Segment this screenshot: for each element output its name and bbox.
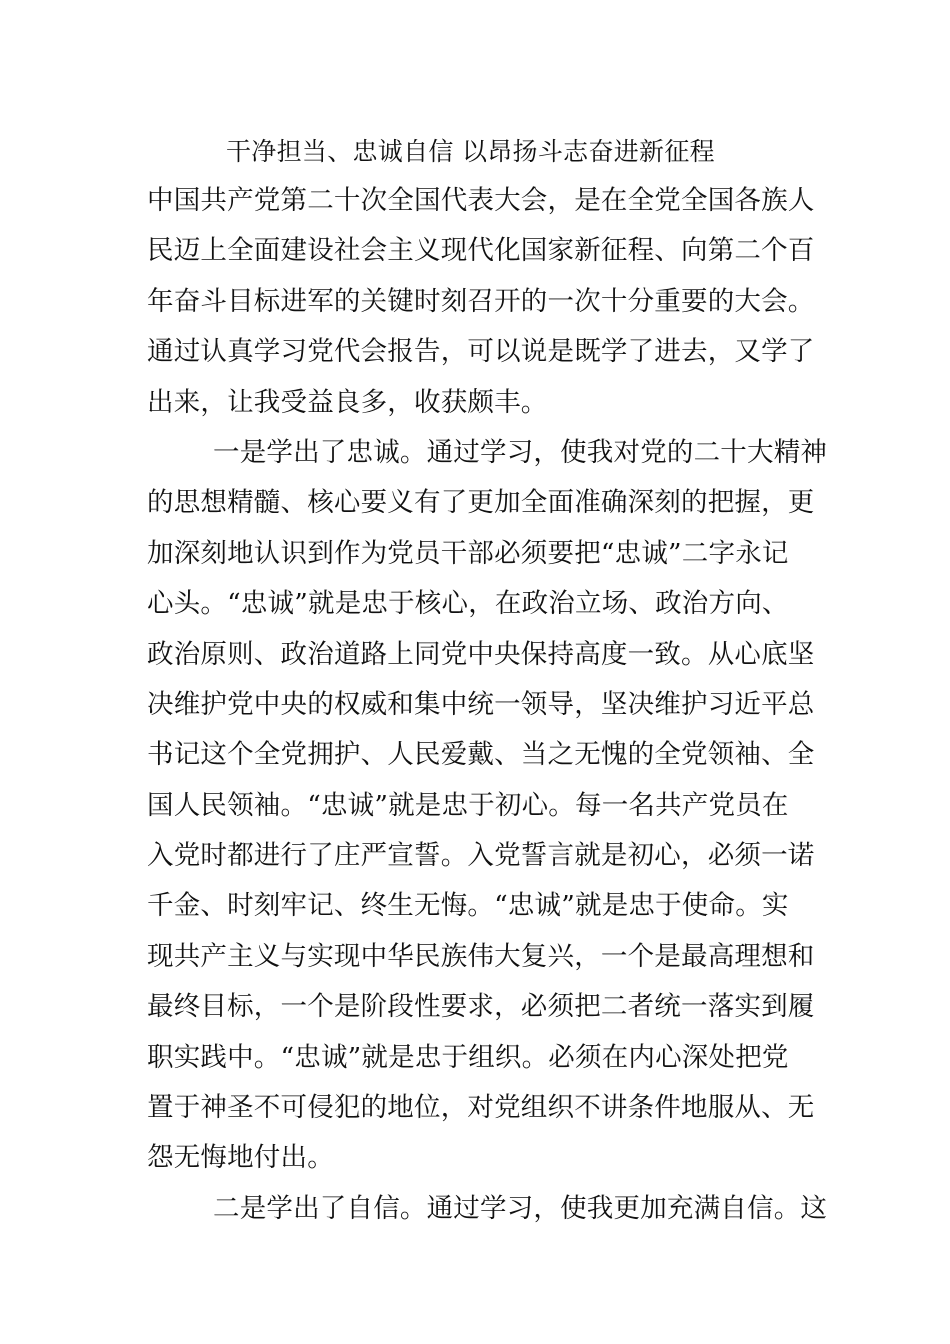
text-line: 民迈上全面建设社会主义现代化国家新征程、向第二个百 <box>147 235 815 267</box>
text-line: 国人民领袖。“忠诚”就是忠于初心。每一名共产党员在 <box>147 789 789 821</box>
text-line: 一是学出了忠诚。通过学习，使我对党的二十大精神 <box>213 436 828 468</box>
text-line: 入党时都进行了庄严宣誓。入党誓言就是初心，必须一诺 <box>147 840 815 872</box>
text-line: 二是学出了自信。通过学习，使我更加充满自信。这 <box>213 1192 828 1224</box>
text-line: 职实践中。“忠诚”就是忠于组织。必须在内心深处把党 <box>147 1041 789 1073</box>
document-body <box>147 185 827 1243</box>
text-line: 现共产主义与实现中华民族伟大复兴，一个是最高理想和 <box>147 940 815 972</box>
text-line: 通过认真学习党代会报告，可以说是既学了进去，又学了 <box>147 336 815 368</box>
text-line: 置于神圣不可侵犯的地位，对党组织不讲条件地服从、无 <box>147 1092 815 1124</box>
text-line: 年奋斗目标进军的关键时刻召开的一次十分重要的大会。 <box>147 285 815 317</box>
text-line: 政治原则、政治道路上同党中央保持高度一致。从心底坚 <box>147 638 815 670</box>
text-line: 心头。“忠诚”就是忠于核心，在政治立场、政治方向、 <box>147 588 789 620</box>
text-line: 书记这个全党拥护、人民爱戴、当之无愧的全党领袖、全 <box>147 739 815 771</box>
text-line: 出来，让我受益良多，收获颇丰。 <box>147 386 548 418</box>
text-line: 怨无悔地付出。 <box>147 1142 334 1174</box>
text-line: 最终目标，一个是阶段性要求，必须把二者统一落实到履 <box>147 991 815 1023</box>
text-line: 决维护党中央的权威和集中统一领导，坚决维护习近平总 <box>147 688 815 720</box>
text-line: 中国共产党第二十次全国代表大会，是在全党全国各族人 <box>147 185 815 216</box>
text-line: 的思想精髓、核心要义有了更加全面准确深刻的把握，更 <box>147 487 815 519</box>
text-line: 千金、时刻牢记、终生无悔。“忠诚”就是忠于使命。实 <box>147 890 789 922</box>
text-line: 加深刻地认识到作为党员干部必须要把“忠诚”二字永记 <box>147 537 789 569</box>
document-title: 干净担当、忠诚自信 以昂扬斗志奋进新征程 <box>226 137 715 166</box>
